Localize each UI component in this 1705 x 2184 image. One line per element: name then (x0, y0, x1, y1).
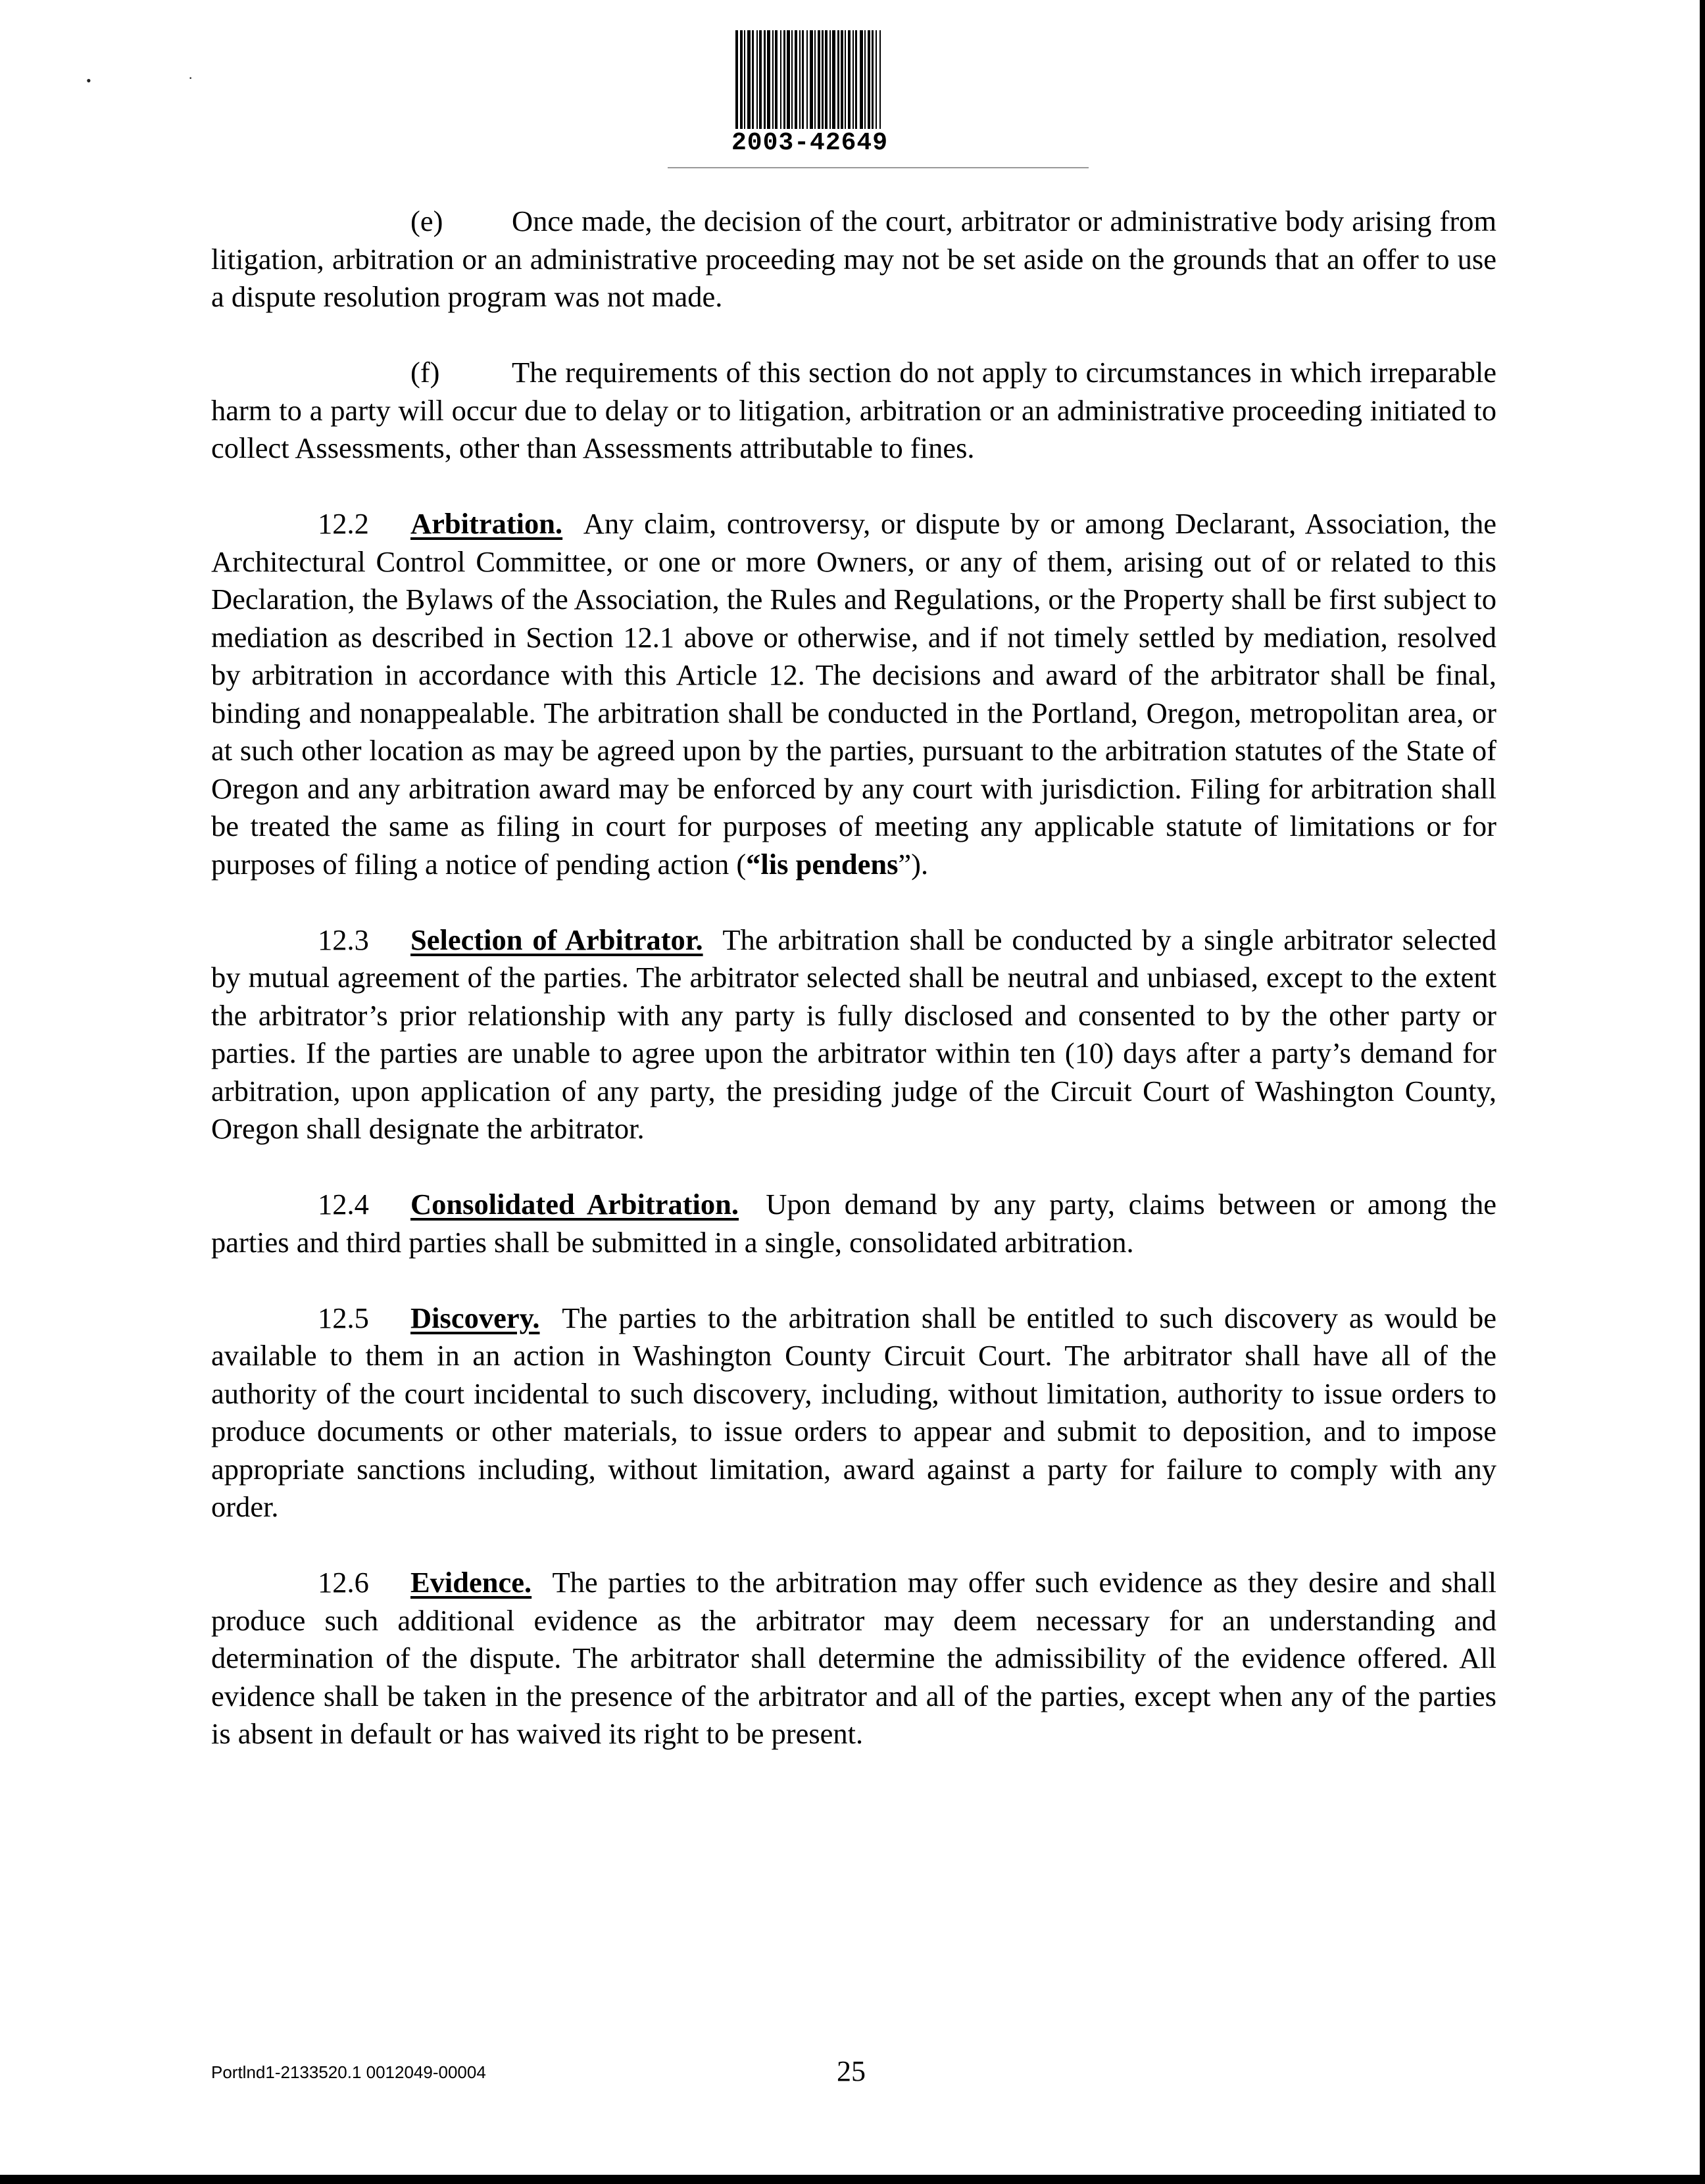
barcode (730, 30, 1033, 157)
footer-document-id: Portlnd1-2133520.1 0012049-00004 (211, 2062, 486, 2082)
section-12-6 (211, 1564, 1496, 1753)
section-text: The parties to the arbitration may offer such evidence as they desire and shall produce such additional evidence as the arbitrator may deem necessary for an understanding and determination of the dispute. The arbitrator shall determine the admissibility of the evidence offered. All evidence shall be taken in the presence of the arbitrator and all of the parties, except when any of the parties is absent in default or has waived its right to be present. (211, 1566, 1497, 1750)
section-heading: Discovery. (410, 1301, 540, 1334)
section-heading: Arbitration. (410, 507, 563, 540)
paragraph-label: (e) (410, 205, 443, 237)
scan-edge-right (1700, 0, 1705, 2184)
section-12-2 (211, 505, 1496, 883)
section-text: Any claim, controversy, or dispute by or among Declarant, Association, the Architectural Control Committee, or one or more Owners, or any of them, arising out of or related to this Declaration, the Bylaws of the Association, the Rules and Regulations, or the Property shall be first subject to mediation as described in Section 12.1 above or otherwise, and if not timely settled by mediation, resolved by arbitration in accordance with this Article 12. The decisions and award of the arbitrator shall be final, binding and nonappealable. The arbitration shall be conducted in the Portland, Oregon, metropolitan area, or at such other location as may be agreed upon by the parties, pursuant to the arbitration statutes of the State of Oregon and any arbitration award may be enforced by any court with jurisdiction. Filing for arbitration shall be treated the same as filing in court for purposes of meeting any applicable statute of limitations or for purposes of filing a notice of pending action ( (211, 507, 1497, 881)
paragraph-f (211, 354, 1496, 468)
page-number: 25 (837, 2055, 866, 2087)
barcode-bars (730, 30, 1033, 129)
section-number: 12.6 (318, 1566, 369, 1599)
section-number: 12.5 (318, 1301, 369, 1334)
scan-speck: · (188, 70, 193, 86)
paragraph-text: The requirements of this section do not apply to circumstances in which irreparable harm to a party will occur due to delay or to litigation, arbitration or an administrative proceeding initiated to collect Assessments, other than Assessments attributable to fines. (211, 356, 1496, 464)
barcode-underline (668, 167, 1089, 168)
paragraph-text: Once made, the decision of the court, arbitrator or administrative body arising from litigation, arbitration or an administrative proceeding may not be set aside on the grounds that an offer to use a dispute resolution program was not made. (211, 205, 1496, 313)
section-12-5 (211, 1299, 1496, 1526)
paragraph-e (211, 203, 1496, 316)
section-heading: Selection of Arbitrator. (410, 923, 703, 956)
defined-term: “lis pendens (746, 847, 899, 881)
paragraph-label: (f) (410, 356, 440, 389)
section-heading: Evidence. (410, 1566, 532, 1599)
section-text: The parties to the arbitration shall be entitled to such discovery as would be available to them in an action in Washington County Circuit Court. The arbitrator shall have all of the authority of the court incidental to such discovery, including, without limitation, authority to issue orders to produce documents or other materials, to issue orders to appear and submit to deposition, and to impose appropriate sanctions including, without limitation, award against a party for failure to comply with any order. (211, 1301, 1496, 1523)
document-number: 2003-42649 (731, 129, 889, 157)
scan-speck: • (86, 72, 91, 89)
section-number: 12.3 (318, 923, 369, 956)
section-12-3 (211, 921, 1496, 1148)
section-text: The arbitration shall be conducted by a single arbitrator selected by mutual agreement of the parties. The arbitrator selected shall be neutral and unbiased, except to the extent the arbitrator’s prior relationship with any party is fully disclosed and consented to by the other party or parties. If the parties are unable to agree upon the arbitrator within ten (10) days after a party’s demand for arbitration, upon application of any party, the presiding judge of the Circuit Court of Washington County, Oregon shall designate the arbitrator. (211, 923, 1497, 1145)
section-number: 12.2 (318, 507, 369, 540)
section-text: Upon demand by any party, claims between or among the parties and third parties shall be submitted in a single, consolidated arbitration. (211, 1188, 1497, 1259)
scan-edge-bottom (0, 2175, 1705, 2184)
section-12-4 (211, 1186, 1496, 1261)
section-heading: Consolidated Arbitration. (410, 1188, 739, 1221)
document-body (211, 203, 1496, 1791)
section-text-tail: ”). (898, 847, 929, 881)
section-number: 12.4 (318, 1188, 369, 1221)
